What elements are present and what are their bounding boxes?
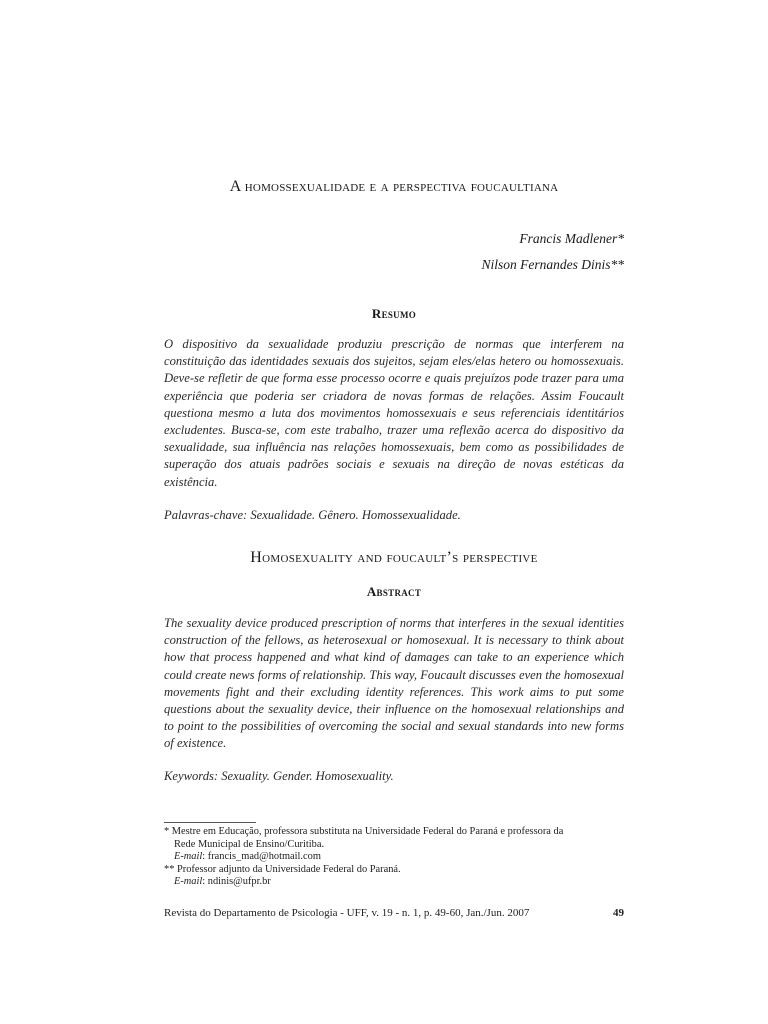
journal-citation: Revista do Departamento de Psicologia - UFF, v. 19 - n. 1, p. 49-60, Jan./Jun. 2007 — [164, 907, 530, 919]
page-footer — [164, 907, 624, 919]
email-label: E-mail — [174, 851, 203, 863]
footnotes — [164, 826, 624, 889]
author-name: Nilson Fernandes Dinis** — [481, 257, 624, 272]
resumo-keywords: Palavras-chave: Sexualidade. Gênero. Homossexualidade. — [164, 508, 461, 522]
footnote-1-line: * Mestre em Educação, professora substituta na Universidade Federal do Paraná e professora da — [164, 826, 564, 837]
abstract-text: The sexuality device produced prescription of norms that interferes in the sexual identities construction of the fellows, as heterosexual or homosexual. It is necessary to think about how that process happened and what kind of damages can take to an experience which could create news forms of relationship. This way, Foucault discusses even the homosexual movements fight and their excluding identity references. This work aims to put some questions about the sexuality device, their influence on the homosexual relationships and to point to the possibilities of overcoming the social and sexual standards into new forms of existence. — [164, 616, 624, 751]
abstract-keywords: Keywords: Sexuality. Gender. Homosexuality. — [164, 769, 394, 783]
resumo-heading: Resumo — [371, 306, 417, 321]
email-address: : ndinis@ufpr.br — [202, 876, 271, 888]
footnote-2-email — [164, 876, 624, 889]
article-title-portuguese: A homossexualidade e a perspectiva foucaultiana — [229, 178, 559, 195]
article-title-english: Homosexuality and foucault’s perspective — [250, 549, 538, 566]
footnote-1-email — [164, 851, 624, 864]
page-number: 49 — [613, 907, 624, 919]
author-name: Francis Madlener* — [519, 231, 624, 246]
footnote-2-line: ** Professor adjunto da Universidade Federal do Paraná. — [164, 863, 401, 875]
footnote-1-line: Rede Municipal de Ensino/Curitiba. — [174, 838, 325, 850]
resumo-text: O dispositivo da sexualidade produziu prescrição de normas que interferem na constituição das identidades sexuais dos sujeitos, sejam eles/elas hetero ou homossexuais. Deve-se refletir de que forma esse processo ocorre e quais prejuízos pode trazer para uma experiência que poderia ser criadora de novas formas de relações. Assim Foucault questiona mesmo a luta dos movimentos homossexuais e seus referenciais identitários excludentes. Busca-se, com este trabalho, trazer uma reflexão acerca do dispositivo da sexualidade, sua influência nas relações homossexuais, bem como as possibilidades de superação dos atuais padrões sociais e sexuais na direção de novas estéticas da existência. — [164, 337, 624, 489]
abstract-heading: Abstract — [366, 584, 422, 599]
email-address: : francis_mad@hotmail.com — [202, 851, 321, 863]
author-list — [481, 226, 624, 278]
footnote-divider — [164, 822, 256, 823]
email-label: E-mail — [174, 876, 203, 888]
